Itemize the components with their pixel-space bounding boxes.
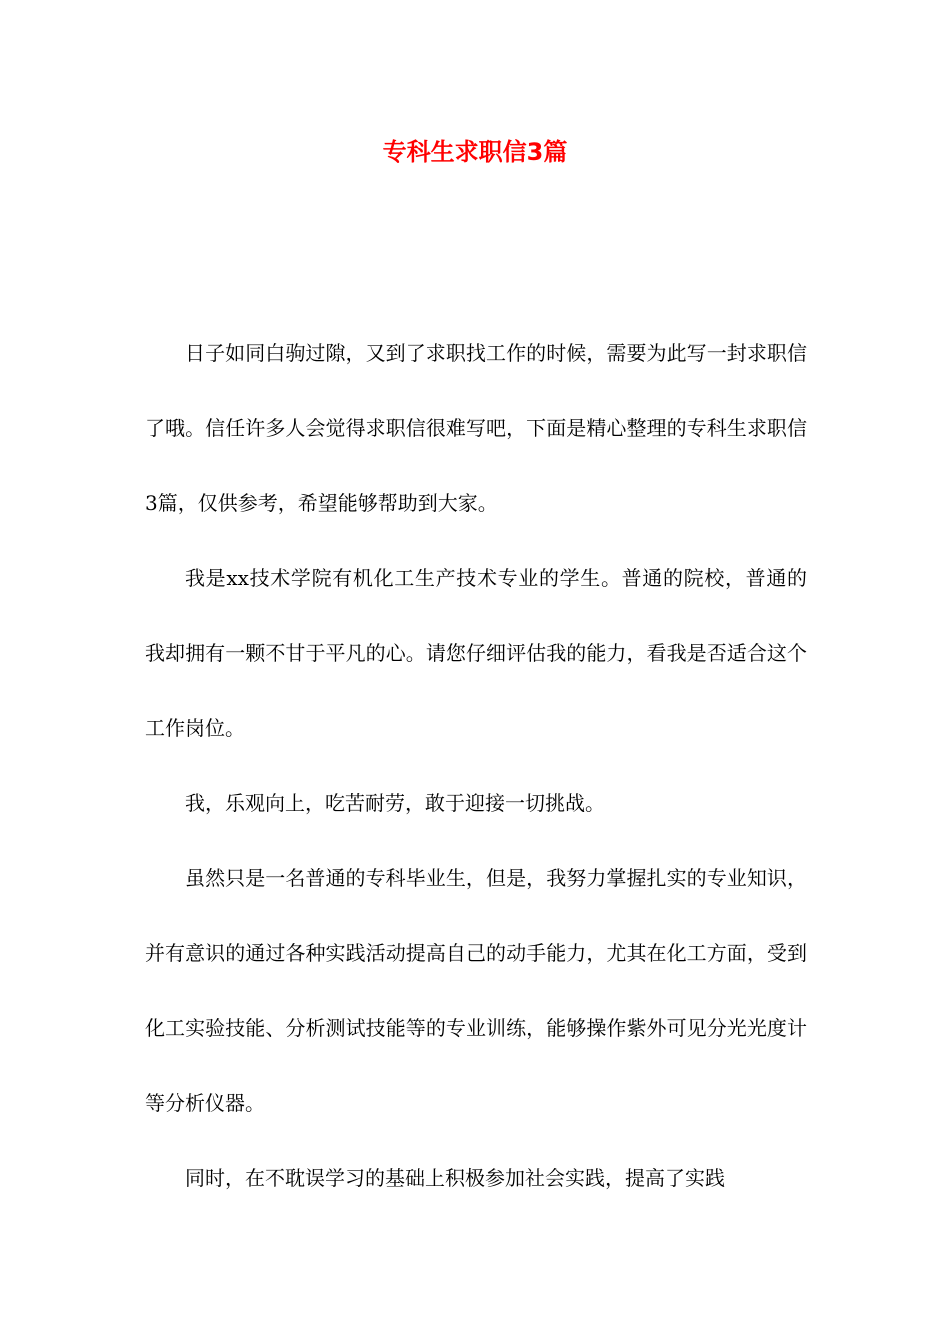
- document-body: [145, 316, 807, 1216]
- paragraph-self-introduction: 我是xx技术学院有机化工生产技术专业的学生。普通的院校，普通的我却拥有一颗不甘于平凡的心。请您仔细评估我的能力，看我是否适合这个工作岗位。: [145, 566, 807, 740]
- paragraph-intro: 日子如同白驹过隙，又到了求职找工作的时候，需要为此写一封求职信了哦。信任许多人会觉得求职信很难写吧，下面是精心整理的专科生求职信3篇，仅供参考，希望能够帮助到大家。: [145, 341, 807, 515]
- paragraph-personality: 我，乐观向上，吃苦耐劳，敢于迎接一切挑战。: [185, 791, 605, 815]
- paragraph-skills: 虽然只是一名普通的专科毕业生，但是，我努力掌握扎实的专业知识，并有意识的通过各种实践活动提高自己的动手能力，尤其在化工方面，受到化工实验技能、分析测试技能等的专业训练，能够操作紫外可见分光光度计等分析仪器。: [145, 866, 807, 1115]
- document-title: 专科生求职信3篇: [382, 138, 568, 166]
- paragraph-practice: 同时，在不耽误学习的基础上积极参加社会实践，提高了实践: [185, 1166, 725, 1190]
